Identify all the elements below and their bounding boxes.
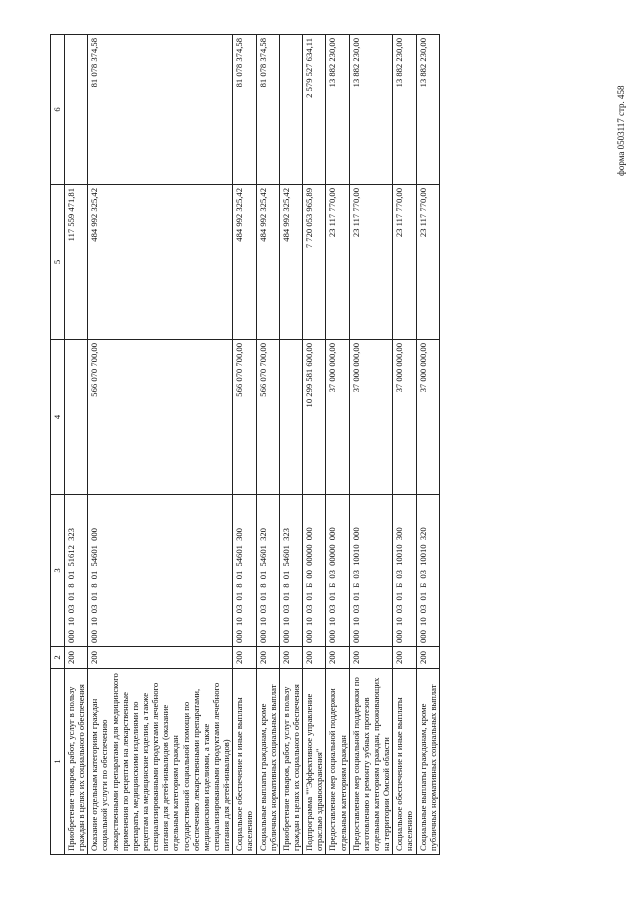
unexecuted-amount-cell: 81 078 374,58: [88, 35, 233, 185]
approved-amount-cell: [279, 340, 302, 495]
budget-classification-code-cell: 000 10 03 01 Б 03 10010 300: [393, 495, 416, 647]
budget-classification-code-cell: 000 10 03 01 Б 03 10010 320: [416, 495, 439, 647]
approved-amount-cell: [65, 340, 88, 495]
row-name-cell: Приобретение товаров, работ, услуг в пользу граждан в целях их социального обеспечения: [279, 669, 302, 855]
row-code-cell: 200: [279, 647, 302, 669]
budget-classification-code-cell: 000 10 03 01 Б 00 00000 000: [303, 495, 326, 647]
column-header: 5: [51, 185, 65, 340]
budget-classification-code-cell: 000 10 03 01 8 01 54601 000: [88, 495, 233, 647]
approved-amount-cell: 566 070 700,00: [233, 340, 256, 495]
executed-amount-cell: 117 559 471,81: [65, 185, 88, 340]
table-row: [326, 35, 349, 855]
approved-amount-cell: 37 000 000,00: [393, 340, 416, 495]
row-name-cell: Оказание отдельным категориям граждан социальной услуги по обеспечению лекарственными препаратами для медицинского применения по рецептам на лекарственные препараты, медицинскими изделиями по рецептам на медицинские изделия, а также специализированными продуктами лечебного питания для детей-инвалидов (оказание отдельным категориям граждан государственной социальной помощи по обеспечению лекарственными препаратами, медицинскими изделиями, а также специализированными продуктами лечебного питания для детей-инвалидов): [88, 669, 233, 855]
table-body: [65, 35, 440, 855]
budget-classification-code-cell: 000 10 03 01 Б 03 10010 000: [349, 495, 393, 647]
row-code-cell: 200: [233, 647, 256, 669]
approved-amount-cell: 566 070 700,00: [88, 340, 233, 495]
unexecuted-amount-cell: [279, 35, 302, 185]
executed-amount-cell: 23 117 770,00: [416, 185, 439, 340]
executed-amount-cell: 484 992 325,42: [256, 185, 279, 340]
row-code-cell: 200: [256, 647, 279, 669]
unexecuted-amount-cell: 13 882 230,00: [393, 35, 416, 185]
table-row: [233, 35, 256, 855]
row-name-cell: Социальное обеспечение и иные выплаты населению: [233, 669, 256, 855]
budget-execution-table: [50, 34, 440, 855]
table-row: [65, 35, 88, 855]
executed-amount-cell: 484 992 325,42: [233, 185, 256, 340]
executed-amount-cell: 484 992 325,42: [88, 185, 233, 340]
approved-amount-cell: 37 000 000,00: [326, 340, 349, 495]
approved-amount-cell: 37 000 000,00: [349, 340, 393, 495]
executed-amount-cell: 7 720 053 965,89: [303, 185, 326, 340]
row-name-cell: Подпрограмма ""Эффективное управление отраслью здравоохранения": [303, 669, 326, 855]
table-row: [88, 35, 233, 855]
table-row: [416, 35, 439, 855]
unexecuted-amount-cell: 2 579 527 634,11: [303, 35, 326, 185]
budget-classification-code-cell: 000 10 03 01 8 01 54601 320: [256, 495, 279, 647]
unexecuted-amount-cell: 13 882 230,00: [416, 35, 439, 185]
row-code-cell: 200: [88, 647, 233, 669]
table-row: [349, 35, 393, 855]
budget-classification-code-cell: 000 10 03 01 Б 03 00000 000: [326, 495, 349, 647]
row-name-cell: Предоставление мер социальной поддержки по изготовлению и ремонту зубных протезов отдельным категориям граждан, проживающих на территории Омской области: [349, 669, 393, 855]
row-name-cell: Предоставление мер социальной поддержки отдельным категориям граждан: [326, 669, 349, 855]
approved-amount-cell: 10 299 581 600,00: [303, 340, 326, 495]
row-name-cell: Социальные выплаты гражданам, кроме публичных нормативных социальных выплат: [256, 669, 279, 855]
row-name-cell: Социальные выплаты гражданам, кроме публичных нормативных социальных выплат: [416, 669, 439, 855]
row-code-cell: 200: [326, 647, 349, 669]
row-code-cell: 200: [303, 647, 326, 669]
row-code-cell: 200: [393, 647, 416, 669]
column-number-row: [51, 35, 65, 855]
table-row: [256, 35, 279, 855]
executed-amount-cell: 23 117 770,00: [349, 185, 393, 340]
executed-amount-cell: 23 117 770,00: [393, 185, 416, 340]
approved-amount-cell: 566 070 700,00: [256, 340, 279, 495]
budget-classification-code-cell: 000 10 03 01 8 01 54601 323: [279, 495, 302, 647]
row-code-cell: 200: [349, 647, 393, 669]
unexecuted-amount-cell: 13 882 230,00: [349, 35, 393, 185]
executed-amount-cell: 484 992 325,42: [279, 185, 302, 340]
form-number-text: форма 0503117 стр. 458: [616, 85, 626, 176]
column-header: 3: [51, 495, 65, 647]
row-name-cell: Приобретение товаров, работ, услуг в пользу граждан в целях их социального обеспечения: [65, 669, 88, 855]
rotated-table-container: [50, 35, 570, 855]
column-header: 6: [51, 35, 65, 185]
approved-amount-cell: 37 000 000,00: [416, 340, 439, 495]
table-row: [279, 35, 302, 855]
executed-amount-cell: 23 117 770,00: [326, 185, 349, 340]
row-code-cell: 200: [416, 647, 439, 669]
unexecuted-amount-cell: 13 882 230,00: [326, 35, 349, 185]
column-header: 1: [51, 669, 65, 855]
budget-classification-code-cell: 000 10 03 01 8 01 51612 323: [65, 495, 88, 647]
form-number-note: [612, 8, 632, 178]
column-header: 4: [51, 340, 65, 495]
row-code-cell: 200: [65, 647, 88, 669]
unexecuted-amount-cell: 81 078 374,58: [233, 35, 256, 185]
budget-classification-code-cell: 000 10 03 01 8 01 54601 300: [233, 495, 256, 647]
table-row: [303, 35, 326, 855]
table-row: [393, 35, 416, 855]
row-name-cell: Социальное обеспечение и иные выплаты населению: [393, 669, 416, 855]
unexecuted-amount-cell: 81 078 374,58: [256, 35, 279, 185]
column-header: 2: [51, 647, 65, 669]
unexecuted-amount-cell: [65, 35, 88, 185]
